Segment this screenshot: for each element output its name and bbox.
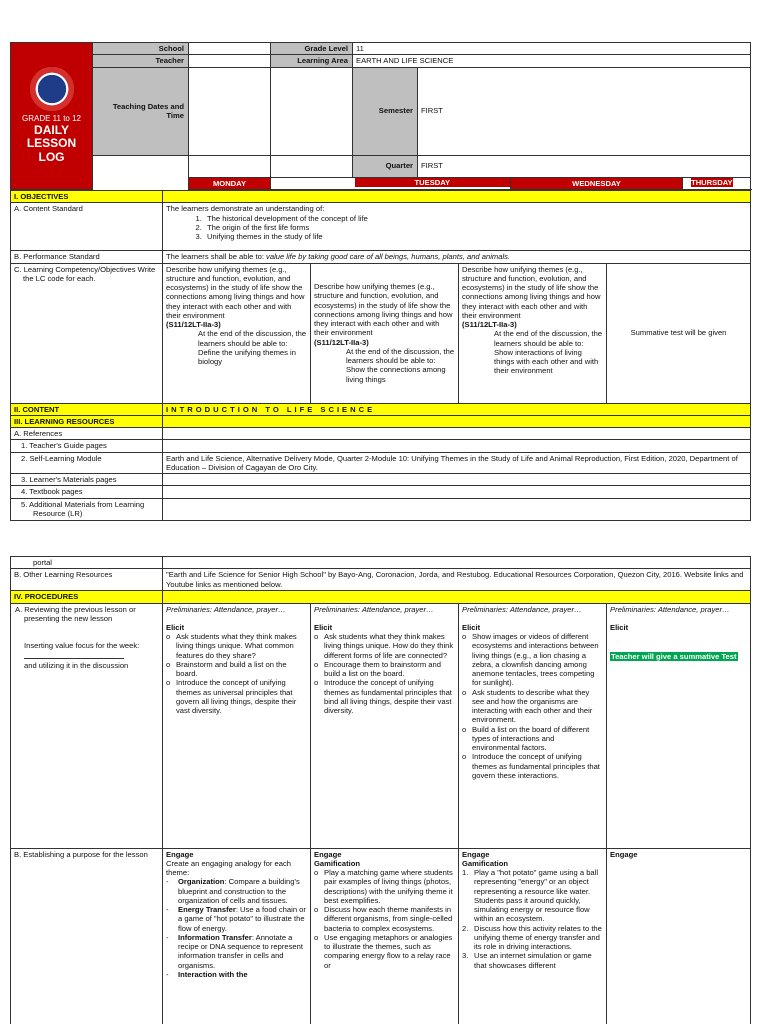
competency-wednesday: Describe how unifying themes (e.g., structure and function, evolution, and ecosystems) in the study of life show the connections among living things and how they interact with each other and with their environment (S11/12LT-IIa-3) At the end of the discussion, the learners should be able to: Show interactions of living things with each other and with their environment	[459, 263, 607, 403]
content-standard-list: 1. The historical development of the concept of life 2. The origin of the first life forms 3. Unifying themes in the study of life	[204, 214, 747, 242]
additional-materials-label: 5. Additional Materials from Learning Resource (LR)	[11, 498, 163, 520]
teacher-value	[189, 55, 271, 67]
references-label: A. References	[11, 428, 163, 440]
teacher-label: Teacher	[93, 55, 189, 67]
learning-area-label: Learning Area	[271, 55, 353, 67]
school-label: School	[93, 43, 189, 55]
quarter-label: Quarter	[353, 155, 418, 177]
competency-label: C. Learning Competency/Objectives Write the LC code for each.	[11, 263, 163, 403]
competency-monday: Describe how unifying themes (e.g., structure and function, evolution, and ecosystems) in the study of life show the connections among living things and how they interact with each other and with their environment (S11/12LT-IIa-3) At the end of the discussion, the learners should be able to: Define the unifying themes in biology	[163, 263, 311, 403]
content-standard: The learners demonstrate an understanding of: 1. The historical development of the concept of life 2. The origin of the first life forms 3. Unifying themes in the study of life	[163, 203, 751, 251]
teaching-dates-label: Teaching Dates and Time	[93, 67, 189, 155]
competency-thursday: Summative test will be given	[607, 263, 751, 403]
purpose-label: B. Establishing a purpose for the lesson	[11, 848, 163, 1024]
purpose-thursday: Engage	[607, 848, 751, 1024]
day-tuesday: TUESDAY	[355, 178, 510, 187]
deped-logo-block	[11, 43, 93, 190]
objectives-title: I. OBJECTIVES	[11, 191, 163, 203]
content-title: II. CONTENT	[11, 403, 163, 415]
teaching-dates-value	[189, 67, 271, 155]
semester-label: Semester	[353, 67, 418, 155]
reviewing-monday: Preliminaries: Attendance, prayer… Elicit o Ask students what they think makes living things unique. What common features do they share? o Brainstorm and build a list on the board. o Introduce the concept of unifying themes as universal principles that govern all living things, despite their vast diversity.	[163, 603, 311, 848]
competency-tuesday: Describe how unifying themes (e.g., structure and function, evolution, and ecosystems) in the study of life show the connections among living things and how they interact with each other and with their environment (S11/12LT-IIa-3) At the end of the discussion, the learners should be able to: Show the connections among living things	[311, 263, 459, 403]
learners-materials-value	[163, 474, 751, 486]
reviewing-wednesday: Preliminaries: Attendance, prayer… Elicit o Show images or videos of different ecosystems and interactions between living things (e.g., a lion chasing a zebra, a clownfish dancing among anemone tentacles, trees competing for sunlight). o Ask students to describe what they see and how the organisms are interacting with each other and their environment. o Build a list on the board of different types of interactions and environmental factors. o Introduce the concept of unifying themes as fundamental principles that govern these interactions.	[459, 603, 607, 848]
teachers-guide-label: 1. Teacher's Guide pages	[11, 440, 163, 452]
portal-label: portal	[11, 557, 163, 569]
performance-standard-label: B. Performance Standard	[11, 251, 163, 263]
textbook-pages-label: 4. Textbook pages	[11, 486, 163, 498]
additional-materials-value	[163, 498, 751, 520]
summative-test-highlight: Teacher will give a summative Test	[611, 652, 737, 661]
self-learning-module-value: Earth and Life Science, Alternative Delivery Mode, Quarter 2-Module 10: Unifying Themes in the Study of Life and Animal Reproduction, First Edition, 2020, Department of Education – Division of Cagayan de Oro City.	[163, 452, 751, 474]
reviewing-thursday: Preliminaries: Attendance, prayer… Elicit Teacher will give a summative Test	[607, 603, 751, 848]
grade-level-value: 11	[353, 43, 751, 55]
other-resources-value: "Earth and Life Science for Senior High School" by Bayo-Ang, Coronacion, Jorda, and Restubog. Educational Resources Corporation, Quezon City, 2016. Website links and Youtube links as mentioned below.	[163, 569, 751, 591]
day-monday: MONDAY	[189, 177, 271, 189]
objectives-table	[10, 190, 751, 521]
purpose-tuesday: Engage Gamification o Play a matching game where students pair examples of living things (photos, descriptions) with the unifying theme it best exemplifies. o Discuss how each theme manifests in different organisms, from single-celled bacteria to complex ecosystems. o Use engaging metaphors or analogies to illustrate the themes, such as comparing energy flow to a relay race or	[311, 848, 459, 1024]
self-learning-module-label: 2. Self-Learning Module	[11, 452, 163, 474]
learning-area-value: EARTH AND LIFE SCIENCE	[353, 55, 751, 67]
grade-level-label: Grade Level	[271, 43, 353, 55]
other-resources-label: B. Other Learning Resources	[11, 569, 163, 591]
day-wednesday: WEDNESDAY	[511, 177, 683, 189]
semester-value: FIRST	[418, 67, 751, 155]
teachers-guide-value	[163, 440, 751, 452]
reviewing-tuesday: Preliminaries: Attendance, prayer… Elicit o Ask students what they think makes living things unique. How do they think different forms of life are connected? o Encourage them to brainstorm and build a list on the board. o Introduce the concept of unifying themes as fundamental principles that bind all living things, despite their vast diversity.	[311, 603, 459, 848]
day-thursday: THURSDAY	[691, 177, 733, 187]
school-value	[189, 43, 271, 55]
logo-grade: GRADE 11 to 12	[22, 113, 81, 123]
purpose-wednesday: Engage Gamification 1. Play a "hot potato" game using a ball representing "energy" or an object representing a resource like water. Students pass it around quickly, simulating energy or resource flow within an ecosystem. 2. Discuss how this activity relates to the unifying theme of energy transfer and its role in driving interactions. 3. Use an internet simulation or game that showcases different	[459, 848, 607, 1024]
reviewing-label: A. Reviewing the previous lesson or presenting the new lesson Inserting value focus for the week: and utilizing it in the discussion	[11, 603, 163, 848]
quarter-value: FIRST	[418, 155, 751, 177]
deped-seal-icon	[30, 67, 74, 111]
logo-lesson-log: LESSON LOG	[26, 136, 77, 165]
blank-cell	[271, 67, 353, 155]
procedures-title: IV. PROCEDURES	[11, 591, 163, 603]
purpose-monday: Engage Create an engaging analogy for each theme: - Organization: Compare a building's blueprint and construction to the organization of cells and tissues. - Energy Transfer: Use a food chain or a game of "hot potato" to illustrate the flow of energy. - Information Transfer: Annotate a recipe or DNA sequence to represent information transfer in cells and organisms. - Interaction with the	[163, 848, 311, 1024]
content-standard-label: A. Content Standard	[11, 203, 163, 251]
lesson-log-header-table	[10, 42, 751, 190]
performance-standard: The learners shall be able to: value life by taking good care of all beings, humans, plants, and animals.	[163, 251, 751, 263]
content-value: INTRODUCTION TO LIFE SCIENCE	[163, 403, 751, 415]
logo-daily: DAILY	[34, 122, 69, 137]
resources-title: III. LEARNING RESOURCES	[11, 415, 163, 427]
textbook-pages-value	[163, 486, 751, 498]
learners-materials-label: 3. Learner's Materials pages	[11, 474, 163, 486]
procedures-table	[10, 556, 751, 1024]
